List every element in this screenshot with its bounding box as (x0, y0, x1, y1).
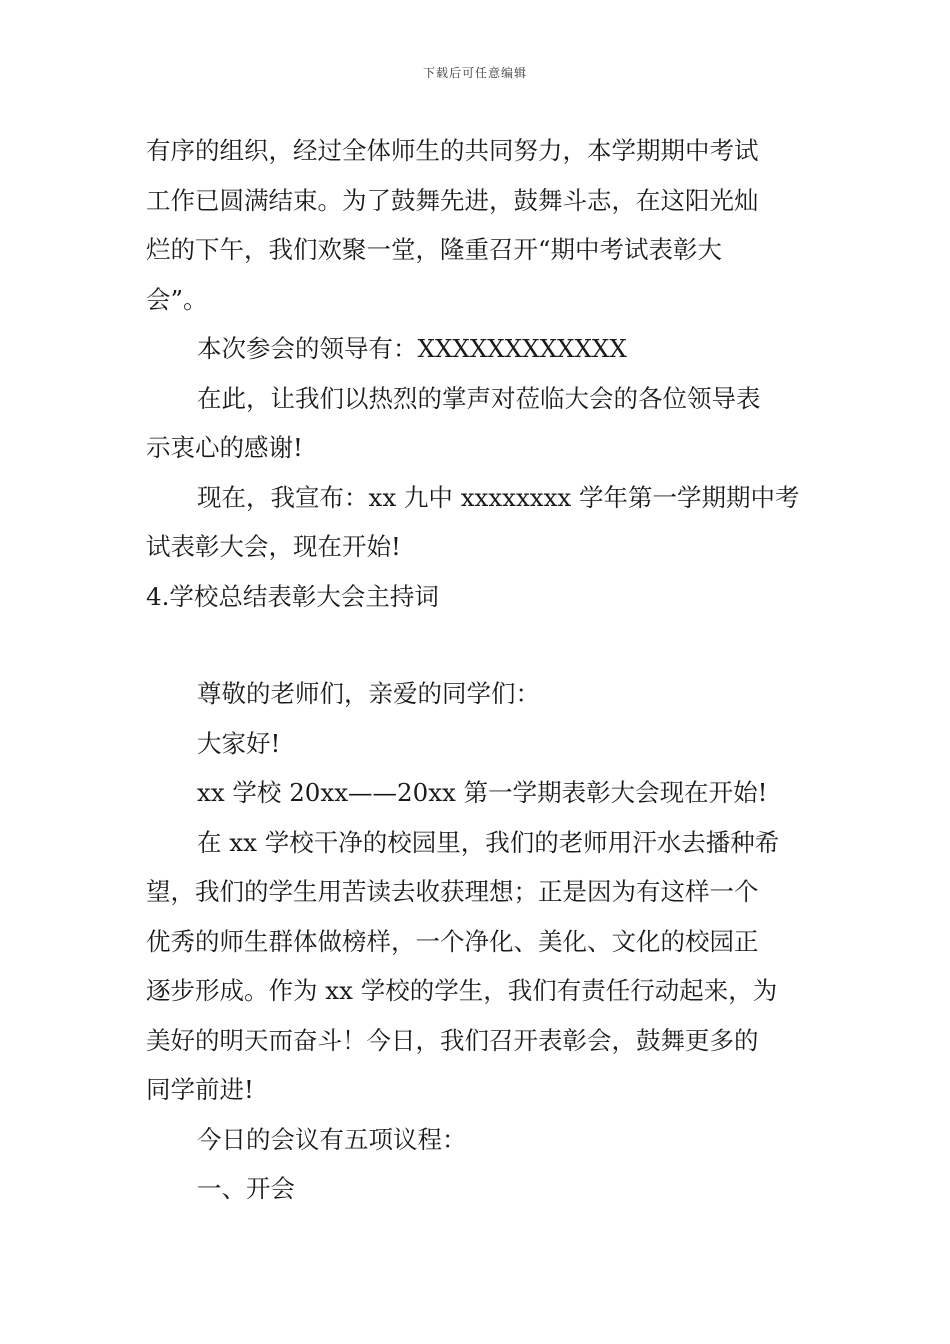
text-line: 工作已圆满结束。为了鼓舞先进，鼓舞斗志，在这阳光灿 (146, 185, 759, 215)
section-heading: 4.学校总结表彰大会主持词 (146, 581, 439, 611)
text-line: xx 学校 20xx——20xx 第一学期表彰大会现在开始! (197, 778, 768, 807)
paragraph-salutation (146, 669, 808, 719)
text-line: 烂的下午，我们欢聚一堂，隆重召开“期中考试表彰大 (146, 235, 723, 264)
paragraph-exam-summary (146, 126, 808, 324)
document-body (146, 126, 808, 1214)
text-line: 本次参会的领导有：XXXXXXXXXXXX (197, 334, 627, 363)
text-line: 在此，让我们以热烈的掌声对莅临大会的各位领导表 (197, 383, 761, 413)
text-line: 在 xx 学校干净的校园里，我们的老师用汗水去播种希 (197, 827, 780, 857)
paragraph-campus (146, 818, 808, 1115)
text-line: 会”。 (146, 284, 208, 314)
blank-line (146, 621, 808, 669)
paragraph-thanks (146, 374, 808, 473)
text-line: 尊敬的老师们，亲爱的同学们： (197, 679, 540, 708)
paragraph-announcement (146, 473, 808, 572)
text-line: 今日的会议有五项议程： (197, 1124, 467, 1154)
text-line: 现在，我宣布：xx 九中 xxxxxxxx 学年第一学期期中考 (197, 482, 800, 512)
text-line: 有序的组织，经过全体师生的共同努力，本学期期中考试 (146, 136, 759, 165)
paragraph-leaders (146, 324, 808, 374)
text-line: 优秀的师生群体做榜样，一个净化、美化、文化的校园正 (146, 926, 759, 956)
text-line: 试表彰大会，现在开始! (146, 532, 401, 561)
text-line: 同学前进! (146, 1075, 254, 1104)
text-line: 逐步形成。作为 xx 学校的学生，我们有责任行动起来，为 (146, 976, 778, 1005)
text-line: 示衷心的感谢! (146, 433, 303, 462)
text-line: 望，我们的学生用苦读去收获理想；正是因为有这样一个 (146, 877, 759, 906)
paragraph-agenda-intro (146, 1115, 808, 1165)
page-header: 下载后可任意编辑 (422, 66, 527, 80)
text-line: 一、开会 (197, 1174, 295, 1203)
text-line: 美好的明天而奋斗！今日，我们召开表彰会，鼓舞更多的 (146, 1025, 759, 1055)
text-line: 大家好! (197, 728, 281, 758)
paragraph-agenda-item-1 (146, 1164, 808, 1214)
paragraph-opening (146, 768, 808, 818)
paragraph-greeting (146, 719, 808, 769)
